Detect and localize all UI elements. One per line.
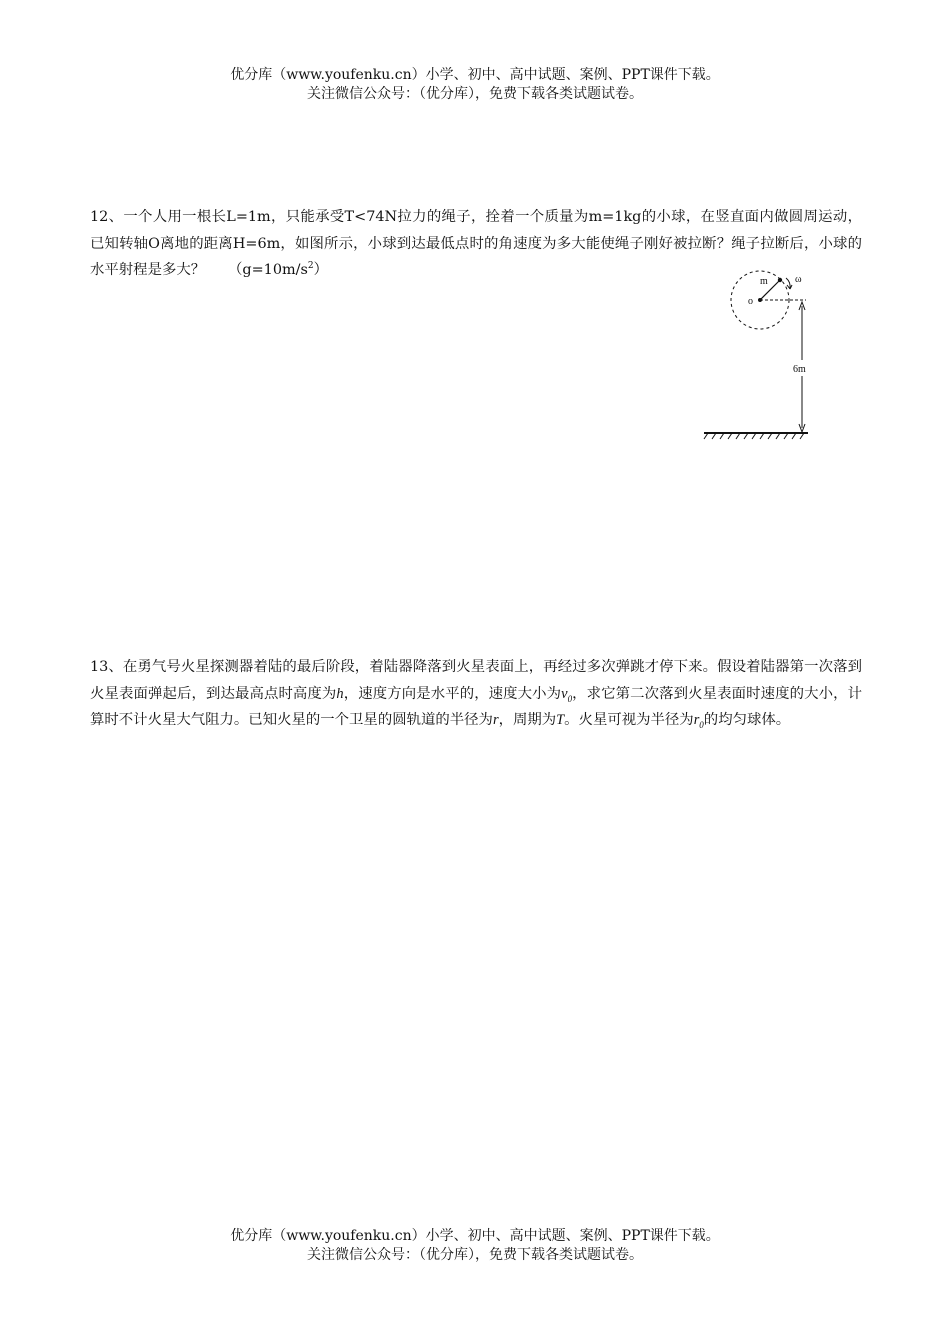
question-13-text: 13、在勇气号火星探测器着陆的最后阶段，着陆器降落到火星表面上，再经过多次弹跳才停下来。假设着陆器第一次落到火星表面弹起后，到达最高点时高度为h，速度方向是水平的，速度大小为$v_0$，求它第二次落到火星表面时速度的大小，计算时不计火星大气阻力。已知火星的一个卫星的圆轨道的半径为r，周期为T。火星可视为半径为$r_0$的均匀球体。 xyxy=(90,659,862,730)
label-m: m xyxy=(760,276,768,287)
ball xyxy=(778,278,782,282)
label-omega: ω xyxy=(795,274,802,285)
header-line-1: 优分库（www.youfenku.cn）小学、初中、高中试题、案例、PPT课件下载。 xyxy=(230,67,720,83)
question-13 xyxy=(90,654,862,734)
circular-motion-figure xyxy=(696,264,816,440)
rotation-arrowhead-icon xyxy=(787,285,792,289)
question-12-body: 12、一个人用一根长L=1m，只能承受T<74N拉力的绳子，拴着一个质量为m=1kg的小球，在竖直面内做圆周运动，已知转轴O离地的距离H=6m，如图所示，小球到达最低点时的角速度为多大能使绳子刚好被拉断？绳子拉断后，小球的水平射程是多大？ xyxy=(90,209,862,278)
gravity-note: $(g=10m/s^2)$ xyxy=(228,261,329,278)
var-v0: $v_0$ xyxy=(561,685,573,704)
var-h: h xyxy=(336,685,344,702)
page-header xyxy=(0,66,950,104)
label-height: 6m xyxy=(793,364,806,375)
var-T: T xyxy=(556,712,565,728)
footer-line-1: 优分库（www.youfenku.cn）小学、初中、高中试题、案例、PPT课件下载。 xyxy=(230,1228,720,1244)
header-line-2: 关注微信公众号：（优分库），免费下载各类试题试卷。 xyxy=(307,86,643,102)
var-r0: $r_0$ xyxy=(693,712,704,730)
footer-line-2: 关注微信公众号：（优分库），免费下载各类试题试卷。 xyxy=(307,1247,643,1263)
page-footer xyxy=(0,1227,950,1265)
var-r: r xyxy=(492,712,499,728)
label-o: o xyxy=(748,296,753,307)
